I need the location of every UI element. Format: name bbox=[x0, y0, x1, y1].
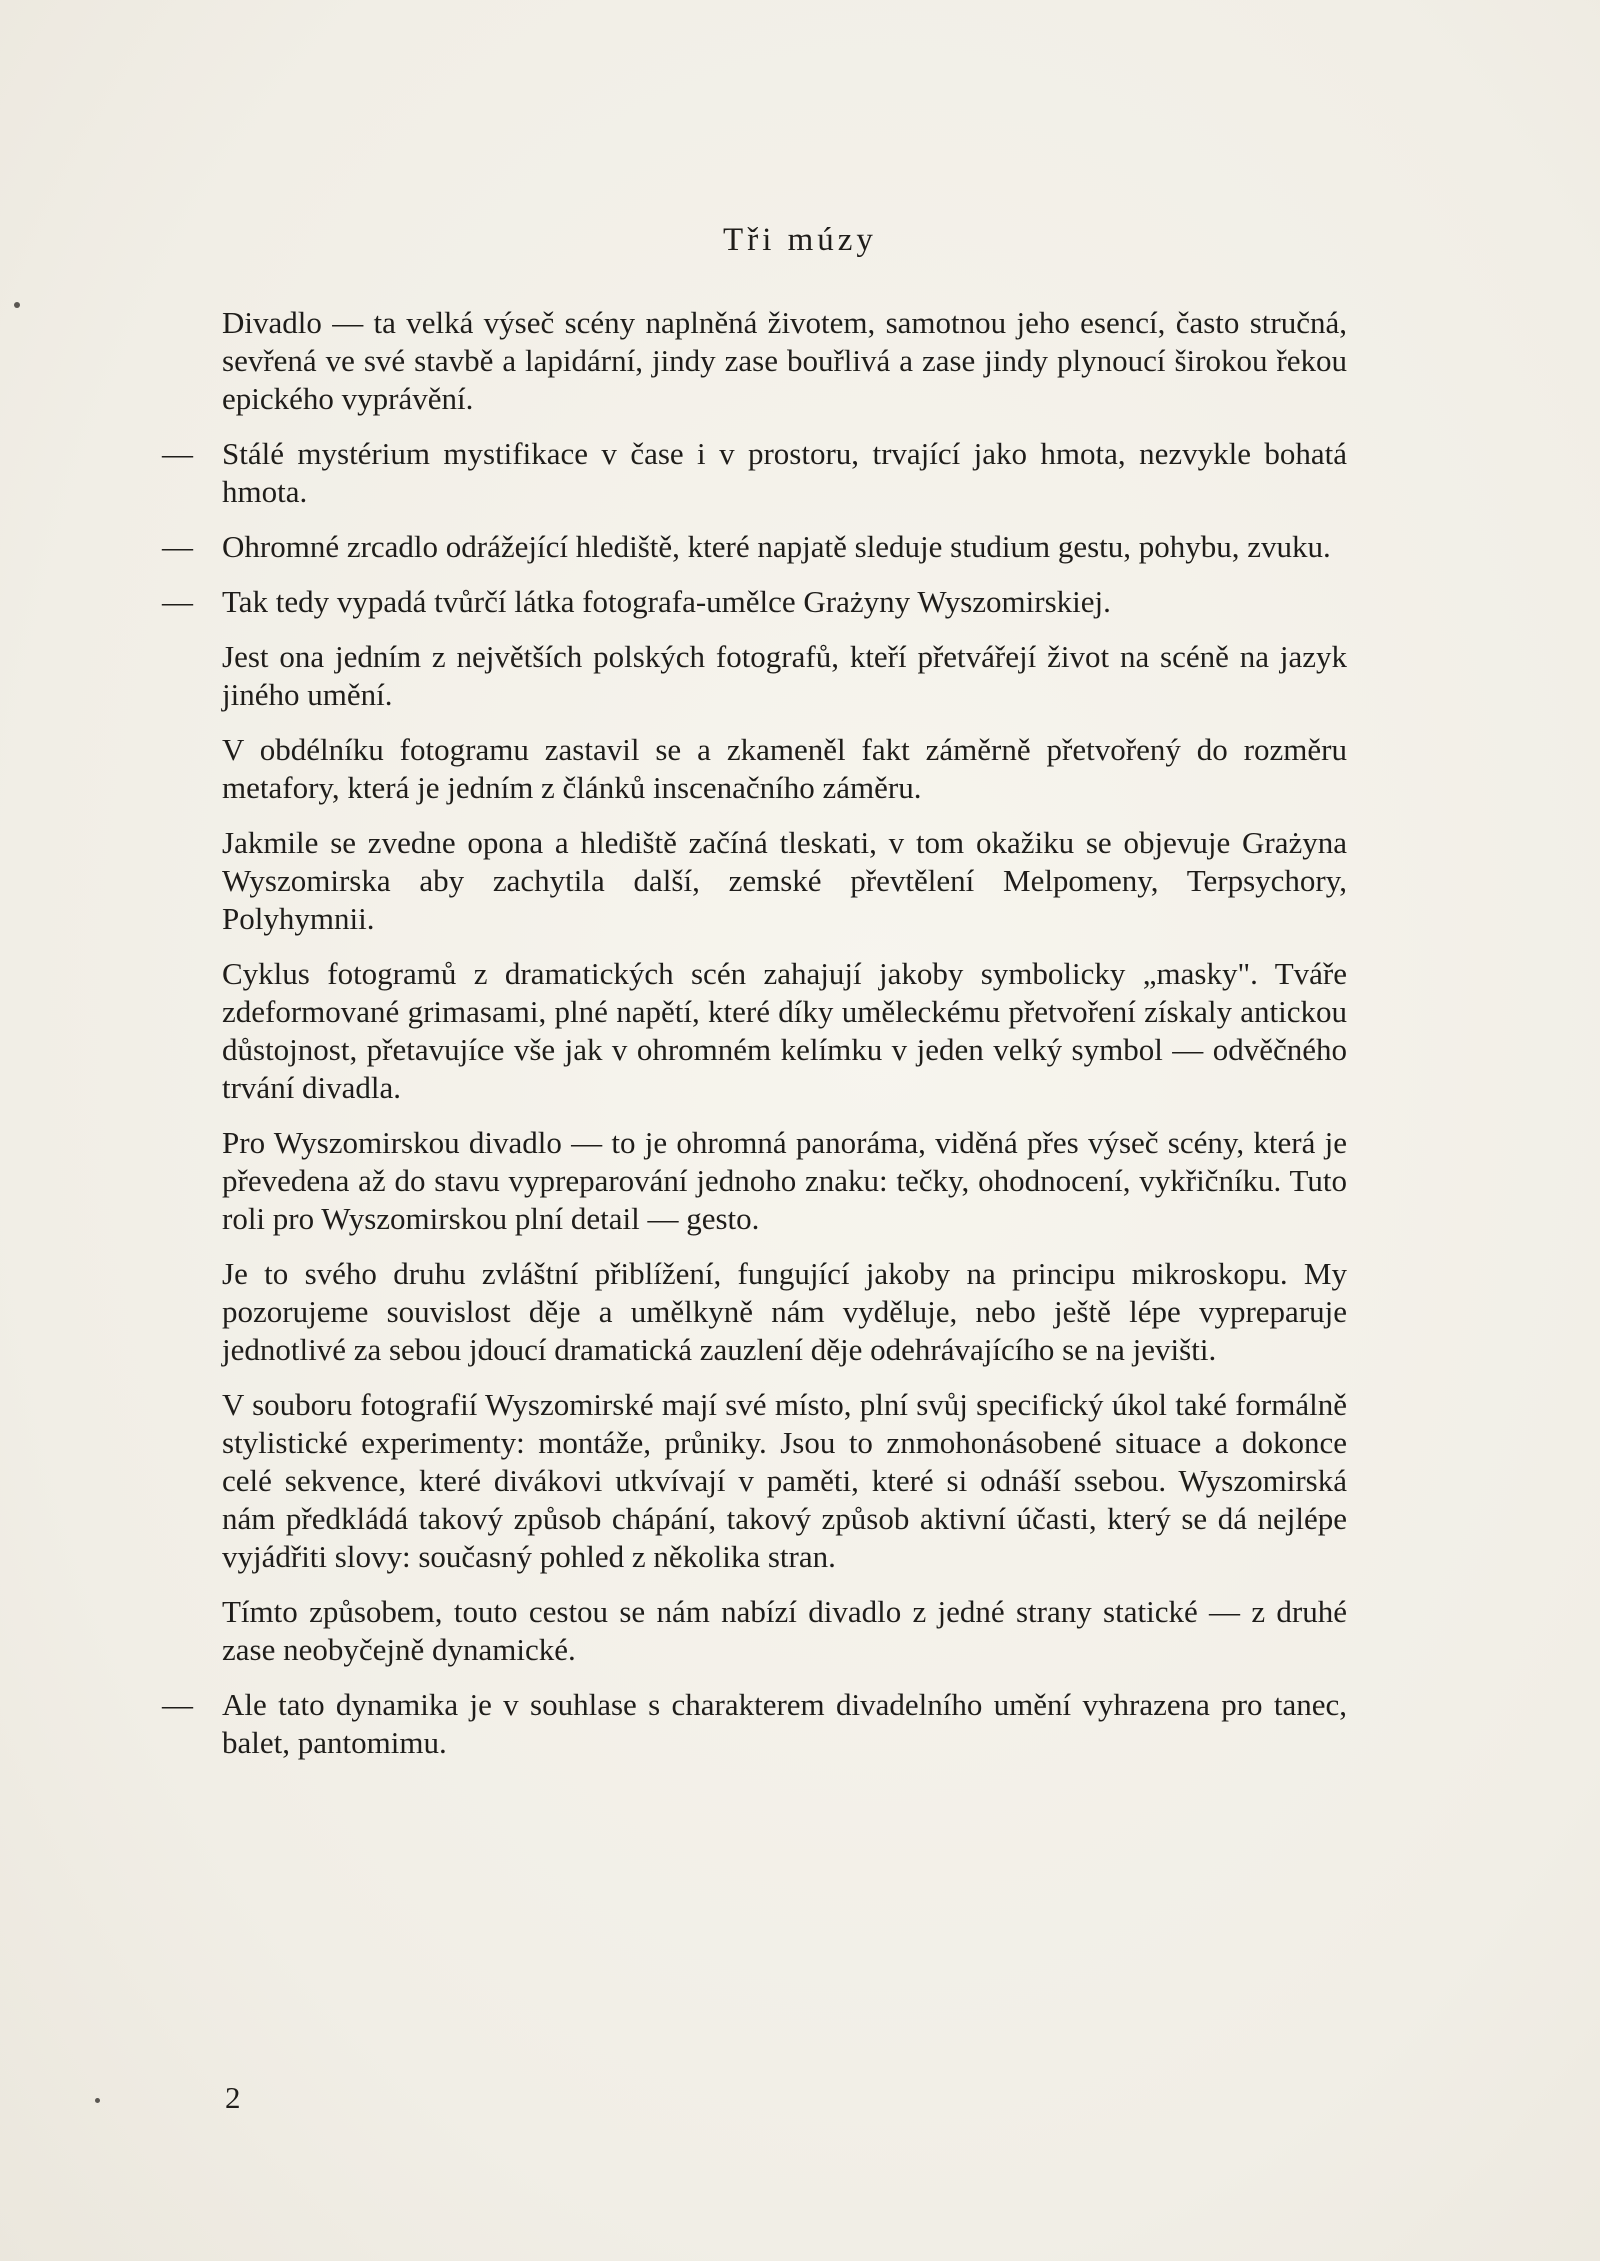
page-number: 2 bbox=[225, 2080, 241, 2115]
paragraph: Jest ona jedním z největších polských fotografů, kteří přetvářejí život na scéně na jazyk jiného umění. bbox=[222, 639, 1347, 712]
page-title: Tři múzy bbox=[723, 222, 877, 258]
paper-speck bbox=[14, 302, 20, 308]
paragraph: — Tak tedy vypadá tvůrčí látka fotografa-umělce Grażyny Wyszomirskiej. bbox=[222, 583, 1347, 621]
paragraph: Tímto způsobem, touto cestou se nám nabízí divadlo z jedné strany statické — z druhé zase neobyčejně dynamické. bbox=[222, 1594, 1347, 1667]
paragraph: — Ohromné zrcadlo odrážející hlediště, které napjatě sleduje studium gestu, pohybu, zvuku. bbox=[222, 528, 1347, 566]
paragraph: V souboru fotografií Wyszomirské mají své místo, plní svůj specifický úkol také formálně stylistické experimenty: montáže, průniky. Jsou to znmohonásobené situace a dokonce celé sekvence, které divákovi utkvívají v paměti, které si odnáší ssebou. Wyszomirská nám předkládá takový způsob chápání, takový způsob aktivní účasti, který se dá nejlépe vyjádřiti slovy: současný pohled z několika stran. bbox=[222, 1387, 1347, 1574]
paper-speck bbox=[95, 2098, 100, 2103]
article-body bbox=[222, 304, 1347, 1779]
paragraph: V obdélníku fotogramu zastavil se a zkameněl fakt záměrně přetvořený do rozměru metafory, která je jedním z článků inscenačního záměru. bbox=[222, 732, 1347, 805]
paragraph: Cyklus fotogramů z dramatických scén zahajují jakoby symbolicky „masky". Tváře zdeformované grimasami, plné napětí, které díky uměleckému přetvoření získaly antickou důstojnost, přetavujíce vše jak v ohromném kelímku v jeden velký symbol — odvěčného trvání divadla. bbox=[222, 956, 1347, 1105]
paragraph: Je to svého druhu zvláštní přiblížení, fungující jakoby na principu mikroskopu. My pozorujeme souvislost děje a umělkyně nám vyděluje, nebo ještě lépe vypreparuje jednotlivé za sebou jdoucí dramatická zauzlení děje odehrávajícího se na jevišti. bbox=[222, 1256, 1347, 1367]
paragraph: Divadlo — ta velká výseč scény naplněná životem, samotnou jeho esencí, často stručná, sevřená ve své stavbě a lapidární, jindy zase bouřlivá a zase jindy plynoucí širokou řekou epického vyprávění. bbox=[222, 305, 1347, 416]
paragraph: Jakmile se zvedne opona a hlediště začíná tleskati, v tom okažiku se objevuje Grażyna Wyszomirska aby zachytila další, zemské převtělení Melpomeny, Terpsychory, Polyhymnii. bbox=[222, 825, 1347, 936]
paragraph: — Ale tato dynamika je v souhlase s charakterem divadelního umění vyhrazena pro tanec, balet, pantomimu. bbox=[222, 1686, 1347, 1762]
paragraph: Pro Wyszomirskou divadlo — to je ohromná panoráma, viděná přes výseč scény, která je převedena až do stavu vypreparování jednoho znaku: tečky, ohodnocení, vykřičníku. Tuto roli pro Wyszomirskou plní detail — gesto. bbox=[222, 1125, 1347, 1236]
paragraph: — Stálé mystérium mystifikace v čase i v prostoru, trvající jako hmota, nezvykle bohatá hmota. bbox=[222, 435, 1347, 511]
